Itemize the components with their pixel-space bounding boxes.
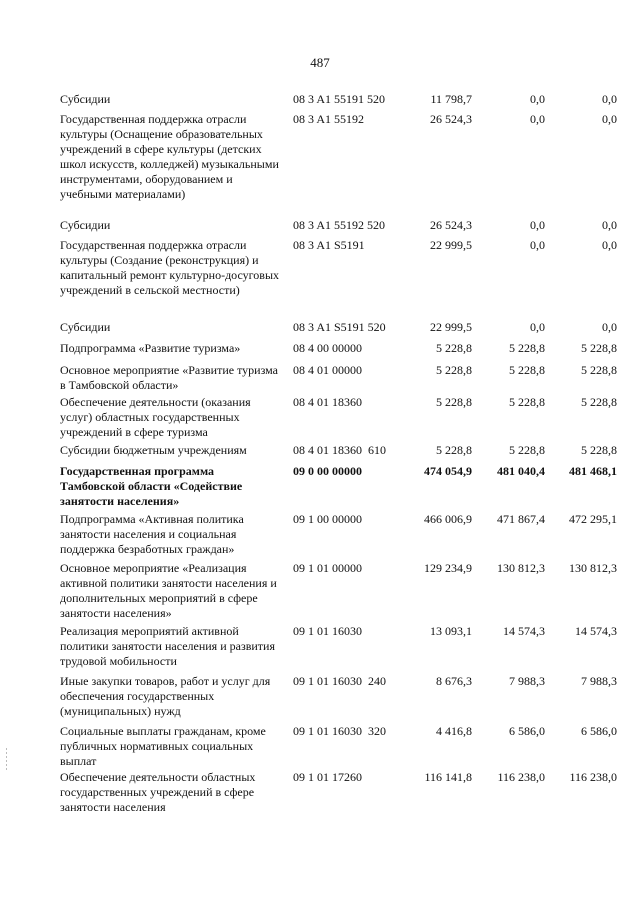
row-value-1: 129 234,9 [424,561,472,575]
row-value-3: 0,0 [602,92,617,106]
row-value-3: 7 988,3 [581,674,617,688]
row-value-2: 130 812,3 [497,561,545,575]
row-value-3: 472 295,1 [569,512,617,526]
row-value-3: 5 228,8 [581,341,617,355]
row-code: 08 3 A1 S5191 [293,238,365,252]
row-name: Подпрограмма «Активная политика занятости населения и социальная поддержка безработных граждан» [60,512,244,556]
page-number: 487 [310,55,330,70]
row-value-2: 5 228,8 [509,443,545,457]
row-value-1: 26 524,3 [430,112,472,126]
row-value-2: 0,0 [530,92,545,106]
row-name: Иные закупки товаров, работ и услуг для обеспечения государственных (муниципальных) нужд [60,674,271,718]
row-value-2: 116 238,0 [497,770,545,784]
row-value-3: 0,0 [602,218,617,232]
row-value-1: 5 228,8 [436,341,472,355]
row-code: 08 3 A1 55192 520 [293,218,386,232]
row-name: Субсидии [60,320,111,334]
row-value-2: 6 586,0 [509,724,545,738]
row-code: 09 1 01 00000 [293,561,362,575]
row-value-2: 7 988,3 [509,674,545,688]
row-value-2: 0,0 [530,112,545,126]
row-code: 08 3 A1 55191 520 [293,92,386,106]
row-value-1: 5 228,8 [436,443,472,457]
row-name: Государственная поддержка отрасли культуры (Создание (реконструкция) и капитальный ремонт культурно-досуговых учреждений в сельской местности) [60,238,279,297]
row-value-1: 13 093,1 [430,624,472,638]
row-name: Обеспечение деятельности (оказания услуг) областных государственных учреждений в сфере туризма [60,395,251,439]
row-value-3: 6 586,0 [581,724,617,738]
row-value-1: 4 416,8 [436,724,472,738]
row-value-2: 5 228,8 [509,341,545,355]
row-code: 09 1 01 16030 320 [293,724,386,738]
row-value-1: 22 999,5 [430,238,472,252]
row-value-3: 0,0 [602,320,617,334]
row-name: Основное мероприятие «Развитие туризма в Тамбовской области» [60,363,278,392]
row-name: Основное мероприятие «Реализация активной политики занятости населения и дополнительных мероприятий в сфере занятости населения» [60,561,277,620]
row-name: Государственная программа Тамбовской области «Содействие занятости населения» [60,464,243,508]
row-value-3: 0,0 [602,238,617,252]
row-value-2: 471 867,4 [497,512,545,526]
row-value-2: 14 574,3 [503,624,545,638]
row-code: 08 4 01 00000 [293,363,362,377]
row-name: Обеспечение деятельности областных государственных учреждений в сфере занятости населения [60,770,256,814]
row-value-1: 116 141,8 [424,770,472,784]
row-code: 09 1 00 00000 [293,512,362,526]
row-name: Государственная поддержка отрасли культуры (Оснащение образовательных учреждений в сфере культуры (детских школ искусств, колледжей) музыкальными инструментами, оборудованием и учебными материалами) [60,112,279,201]
row-code: 09 0 00 00000 [293,464,362,478]
row-name: Субсидии бюджетным учреждениям [60,443,247,457]
row-value-1: 11 798,7 [430,92,472,106]
row-value-2: 5 228,8 [509,395,545,409]
row-value-2: 0,0 [530,320,545,334]
scan-margin-mark [6,748,7,770]
row-value-3: 5 228,8 [581,363,617,377]
row-value-2: 0,0 [530,238,545,252]
row-value-3: 481 468,1 [569,464,617,478]
row-value-1: 5 228,8 [436,363,472,377]
row-value-1: 26 524,3 [430,218,472,232]
row-value-1: 474 054,9 [424,464,472,478]
row-value-3: 0,0 [602,112,617,126]
row-value-2: 0,0 [530,218,545,232]
row-value-3: 5 228,8 [581,395,617,409]
row-code: 08 4 01 18360 [293,395,362,409]
row-value-3: 14 574,3 [575,624,617,638]
row-value-1: 8 676,3 [436,674,472,688]
row-code: 08 3 A1 55192 [293,112,365,126]
row-name: Субсидии [60,92,111,106]
row-code: 08 3 A1 S5191 520 [293,320,386,334]
row-value-1: 22 999,5 [430,320,472,334]
row-code: 08 4 01 18360 610 [293,443,386,457]
row-value-1: 5 228,8 [436,395,472,409]
row-code: 09 1 01 16030 [293,624,362,638]
row-code: 08 4 00 00000 [293,341,362,355]
row-code: 09 1 01 16030 240 [293,674,386,688]
row-name: Подпрограмма «Развитие туризма» [60,341,241,355]
row-name: Реализация мероприятий активной политики занятости населения и развития трудовой мобильности [60,624,275,668]
row-value-3: 130 812,3 [569,561,617,575]
row-value-2: 481 040,4 [497,464,545,478]
row-code: 09 1 01 17260 [293,770,362,784]
row-value-3: 116 238,0 [569,770,617,784]
row-name: Социальные выплаты гражданам, кроме публичных нормативных социальных выплат [60,724,266,768]
row-value-1: 466 006,9 [424,512,472,526]
row-value-2: 5 228,8 [509,363,545,377]
row-name: Субсидии [60,218,111,232]
row-value-3: 5 228,8 [581,443,617,457]
